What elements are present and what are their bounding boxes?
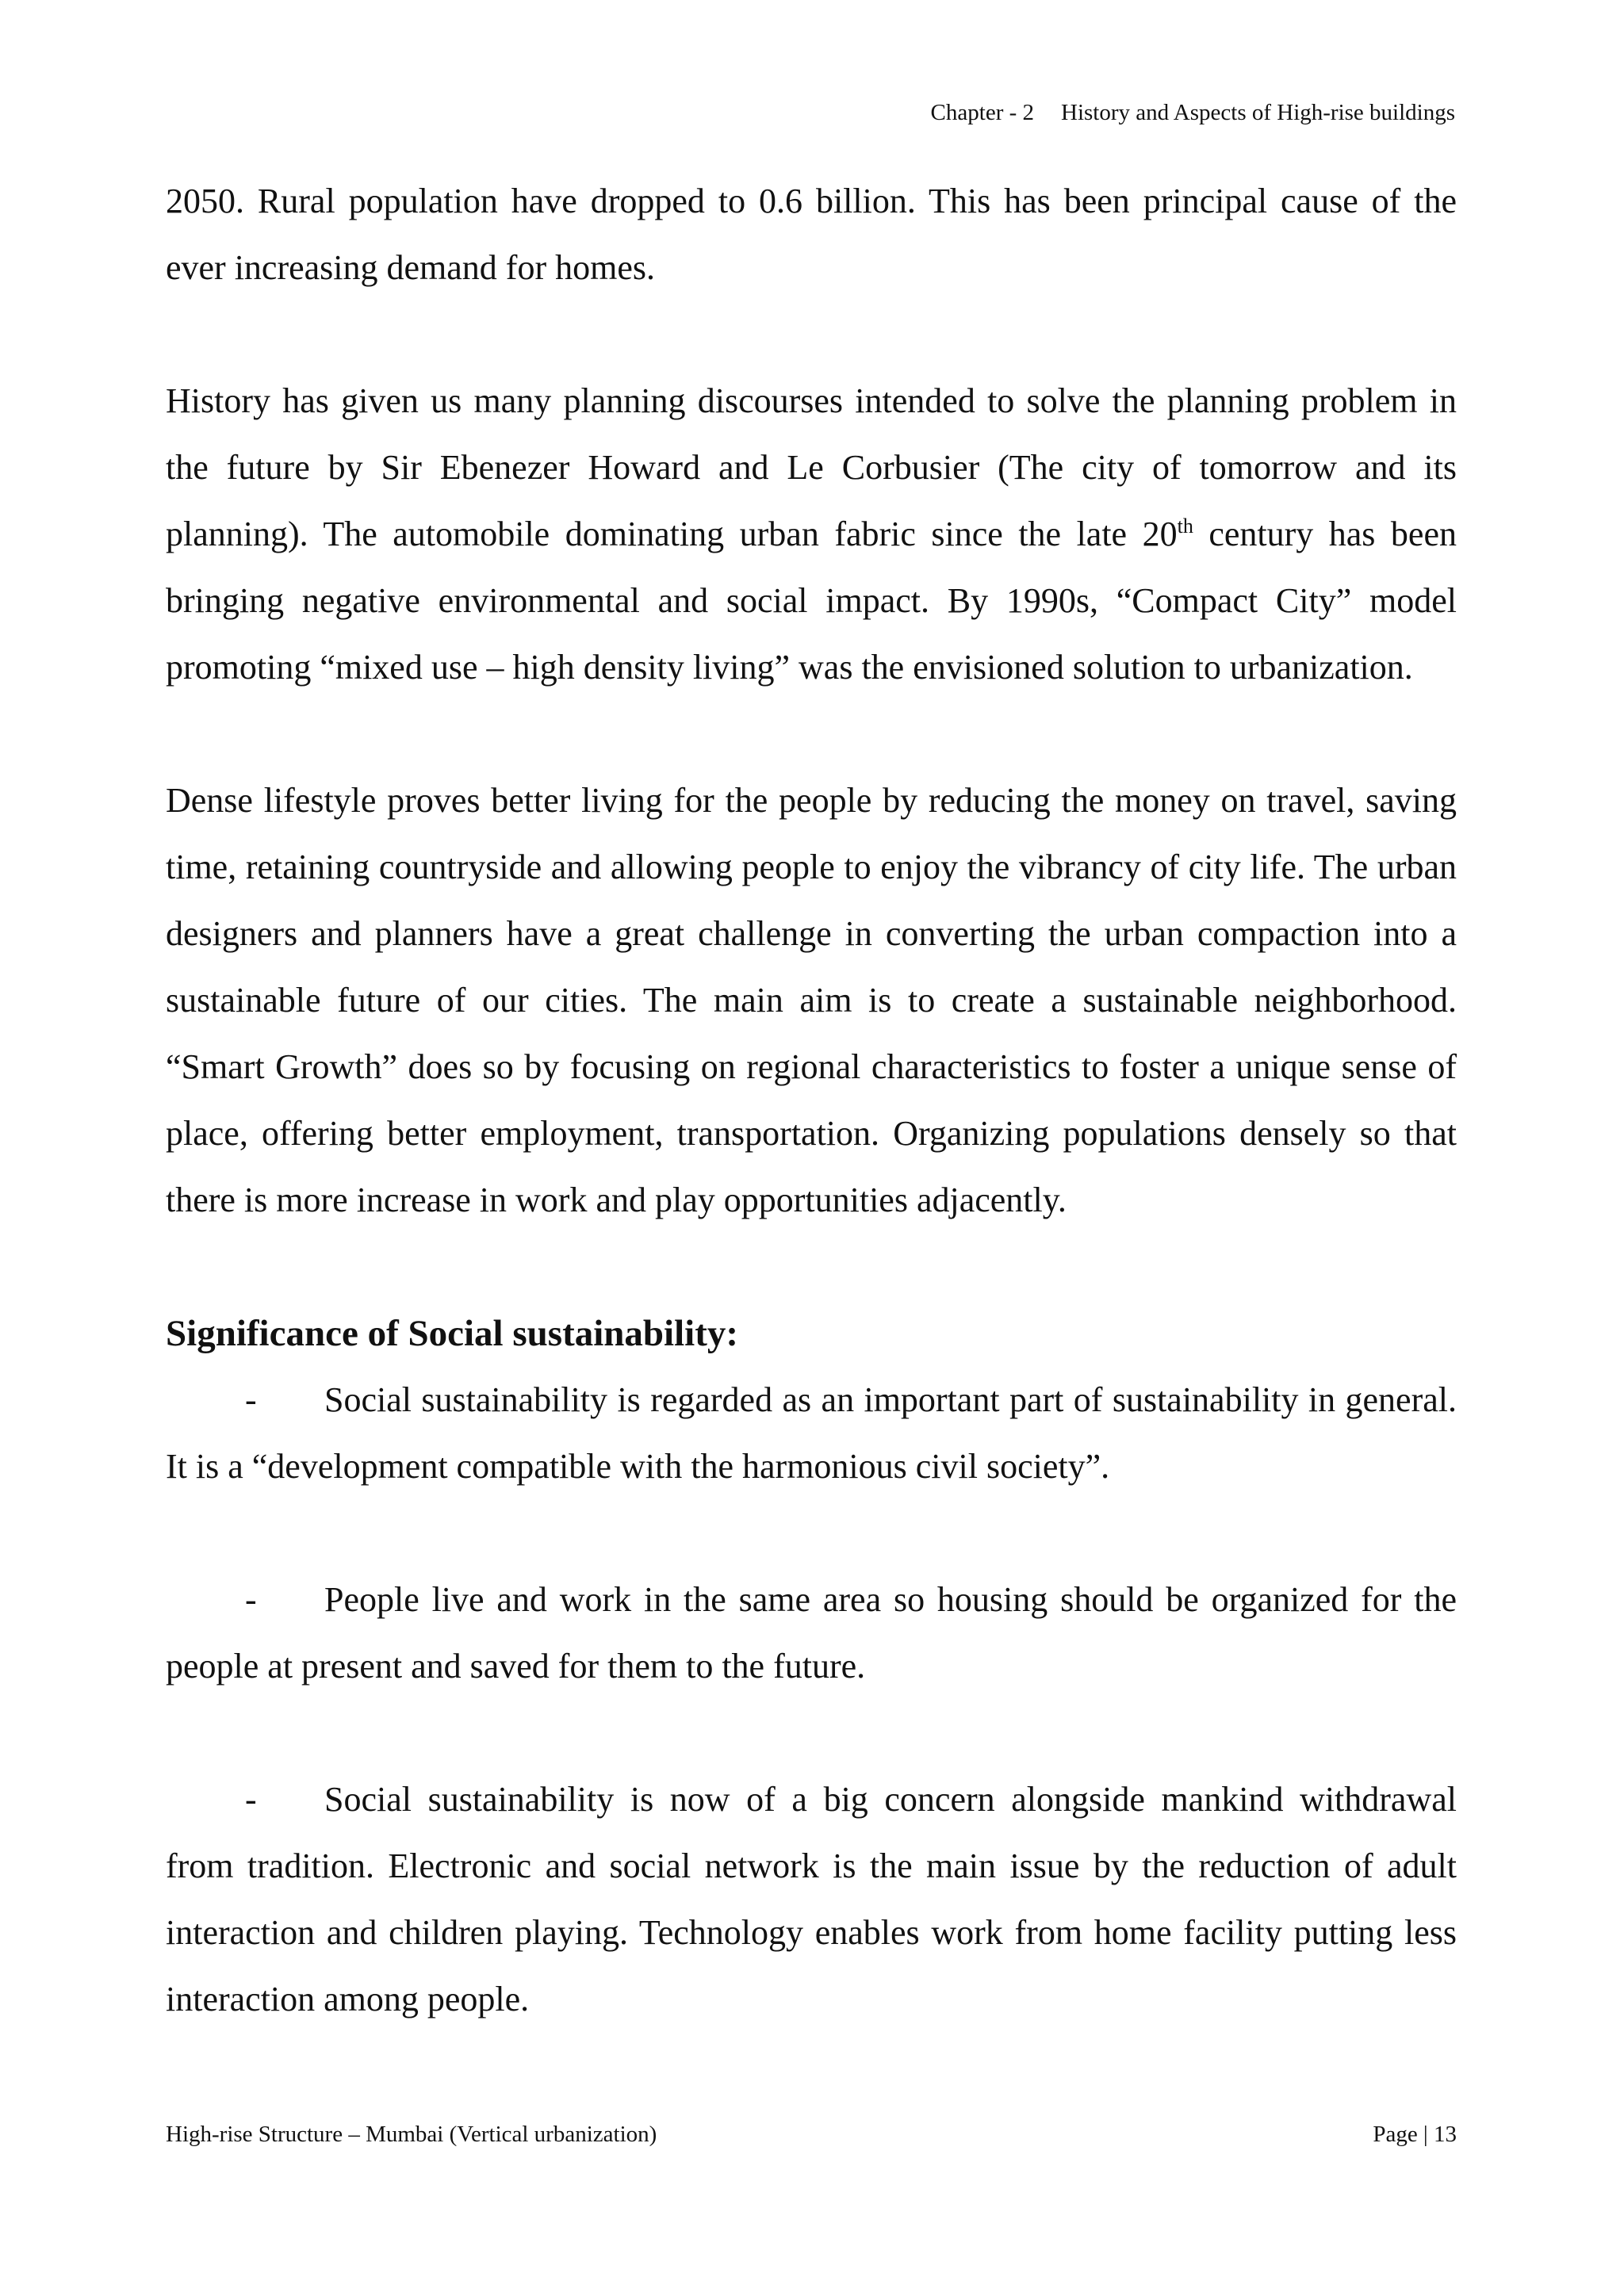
bullet-dash: - (245, 1580, 257, 1619)
paragraph-spacer (166, 301, 1457, 368)
bullet-dash: - (245, 1780, 257, 1819)
paragraph-spacer (166, 1500, 1457, 1567)
bullet-text: People live and work in the same area so housing should be organized for the people at present and saved for them to the future. (166, 1580, 1457, 1686)
page-number: Page | 13 (1373, 2122, 1457, 2147)
bullet-item (166, 1367, 1457, 1500)
bullet-text: Social sustainability is regarded as an important part of sustainability in general. It is a “development compatible with the harmonious civil society”. (166, 1380, 1457, 1486)
chapter-title: History and Aspects of High-rise buildings (1061, 100, 1455, 125)
ordinal-superscript: th (1177, 515, 1193, 538)
paragraph-spacer (166, 701, 1457, 767)
paragraph-text-part: century has been bringing negative environmental and social impact. By 1990s, “Compact City” model promoting “mixed use – high density living” was the envisioned solution to urbanization. (166, 515, 1457, 687)
chapter-number: Chapter - 2 (930, 100, 1035, 125)
bullet-item (166, 1567, 1457, 1700)
paragraph-text-part: History has given us many planning discourses intended to solve the planning problem in the future by Sir Ebenezer Howard and Le Corbusier (The city of tomorrow and its planning). The automobile dominating urban fabric since the late 20 (166, 381, 1457, 553)
bullet-item (166, 1766, 1457, 2033)
paragraph-spacer (166, 1700, 1457, 1766)
bullet-dash: - (245, 1380, 257, 1419)
paragraph-planning-history (166, 368, 1457, 701)
running-header (931, 97, 1455, 128)
paragraph-dense-lifestyle: Dense lifestyle proves better living for the people by reducing the money on travel, saving time, retaining countryside and allowing people to enjoy the vibrancy of city life. The urban designers and planners have a great challenge in converting the urban compaction into a sustainable future of our cities. The main aim is to create a sustainable neighborhood. “Smart Growth” does so by focusing on regional characteristics to foster a unique sense of place, offering better employment, transportation. Organizing populations densely so that there is more increase in work and play opportunities adjacently. (166, 781, 1457, 1219)
running-footer (166, 2118, 1457, 2150)
bullet-text: Social sustainability is now of a big concern alongside mankind withdrawal from tradition. Electronic and social network is the main issue by the reduction of adult interaction and children playing. Technology enables work from home facility putting less interaction among people. (166, 1780, 1457, 2019)
document-title: High-rise Structure – Mumbai (Vertical urbanization) (166, 2122, 657, 2147)
paragraph-rural-population: 2050. Rural population have dropped to 0.6 billion. This has been principal cause of the ever increasing demand for homes. (166, 182, 1457, 287)
section-heading: Significance of Social sustainability: (166, 1313, 739, 1354)
page-body (166, 168, 1457, 2033)
paragraph-spacer (166, 1234, 1457, 1300)
